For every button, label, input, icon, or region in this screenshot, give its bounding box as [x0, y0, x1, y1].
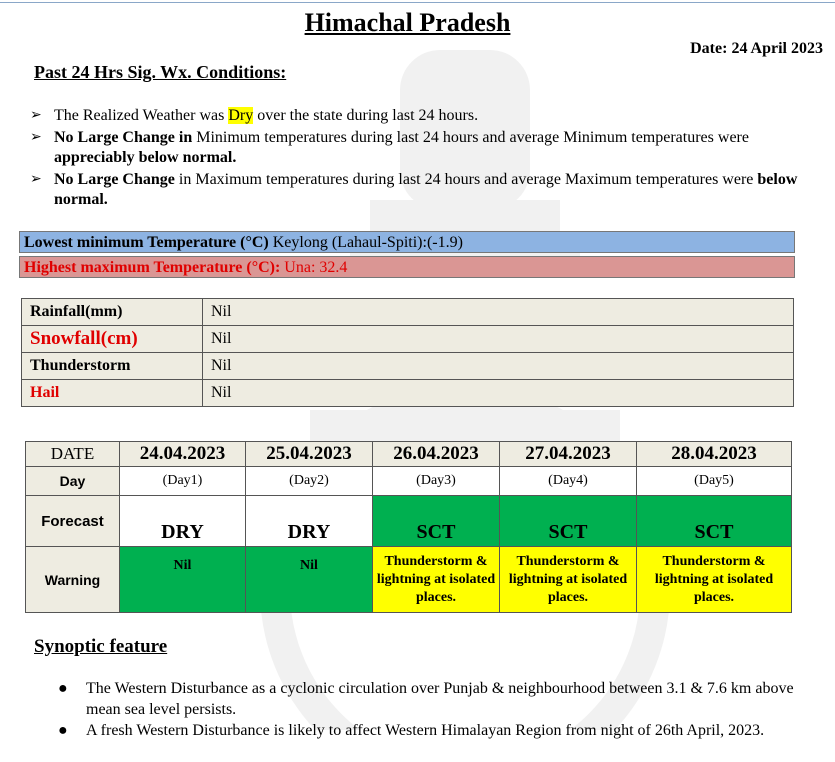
condition-bold-text: below normal.	[54, 170, 798, 208]
highlighted-text: Dry	[228, 107, 254, 124]
synoptic-text: The Western Disturbance as a cyclonic circulation over Punjab & neighbourhood between 3.1 & 7.6 km above mean sea level persists.	[86, 680, 794, 718]
lowest-min-value: Keylong (Lahaul-Spiti):(-1.9)	[268, 234, 463, 251]
snowfall-value: Nil	[203, 326, 794, 353]
condition-text: over the state during last 24 hours.	[253, 107, 479, 124]
bullet-dot-icon: ●	[58, 722, 68, 739]
precipitation-table	[21, 298, 794, 407]
forecast-date: 27.04.2023	[500, 442, 637, 467]
forecast-date: 25.04.2023	[246, 442, 373, 467]
warning-cell: Thunderstorm & lightning at isolated places.	[373, 547, 500, 613]
hail-value: Nil	[203, 380, 794, 407]
lowest-min-label: Lowest minimum Temperature (°C)	[24, 234, 269, 251]
forecast-day: (Day2)	[246, 467, 373, 496]
table-row	[22, 380, 794, 407]
forecast-header: Forecast	[26, 496, 120, 547]
forecast-day: (Day1)	[120, 467, 246, 496]
day-header: Day	[26, 467, 120, 496]
synoptic-item	[56, 721, 816, 742]
condition-item	[30, 128, 810, 169]
table-row	[22, 326, 794, 353]
forecast-date: 24.04.2023	[120, 442, 246, 467]
table-row	[26, 547, 792, 613]
highest-max-value: Una: 32.4	[280, 259, 348, 276]
condition-bold-text: No Large Change in	[54, 128, 193, 146]
condition-text: in Maximum temperatures during last 24 hours and average Maximum temperatures were	[174, 170, 758, 188]
condition-bold-text: No Large Change	[54, 170, 175, 188]
hail-label: Hail	[22, 380, 203, 407]
condition-item	[30, 106, 810, 127]
snowfall-label: Snowfall(cm)	[22, 326, 203, 353]
forecast-day: (Day4)	[500, 467, 637, 496]
forecast-date: 28.04.2023	[637, 442, 792, 467]
arrow-bullet-icon: ➢	[30, 129, 42, 145]
highest-max-label: Highest maximum Temperature (°C):	[24, 259, 281, 276]
warning-cell: Thunderstorm & lightning at isolated places.	[500, 547, 637, 613]
thunderstorm-label: Thunderstorm	[22, 353, 203, 380]
synoptic-list	[56, 679, 816, 743]
warning-cell: Nil	[246, 547, 373, 613]
warning-header: Warning	[26, 547, 120, 613]
forecast-table	[25, 441, 792, 613]
forecast-day: (Day3)	[373, 467, 500, 496]
forecast-cell: SCT	[373, 496, 500, 547]
rainfall-label: Rainfall(mm)	[22, 299, 203, 326]
highest-max-temp-bar	[19, 256, 795, 278]
top-rule	[0, 2, 835, 3]
bullet-dot-icon: ●	[58, 680, 68, 697]
forecast-cell: DRY	[120, 496, 246, 547]
arrow-bullet-icon: ➢	[30, 108, 42, 123]
synoptic-heading: Synoptic feature	[34, 636, 168, 657]
lowest-min-temp-bar	[19, 231, 795, 253]
forecast-cell: DRY	[246, 496, 373, 547]
forecast-day: (Day5)	[637, 467, 792, 496]
page-title: Himachal Pradesh	[304, 8, 511, 37]
condition-text: Minimum temperatures during last 24 hours and average Minimum temperatures were	[192, 128, 749, 146]
arrow-bullet-icon: ➢	[30, 171, 42, 187]
condition-text: The Realized Weather was	[54, 107, 229, 124]
conditions-list	[30, 106, 810, 212]
synoptic-item	[56, 679, 816, 720]
condition-bold-text: appreciably below normal.	[54, 149, 237, 166]
rainfall-value: Nil	[203, 299, 794, 326]
forecast-cell: SCT	[637, 496, 792, 547]
date-header: DATE	[26, 442, 120, 467]
table-row	[26, 467, 792, 496]
past-conditions-heading: Past 24 Hrs Sig. Wx. Conditions:	[34, 62, 287, 82]
report-date: Date: 24 April 2023	[690, 40, 823, 57]
synoptic-text: A fresh Western Disturbance is likely to affect Western Himalayan Region from night of 26th April, 2023.	[86, 722, 765, 739]
table-row	[26, 496, 792, 547]
table-row	[22, 299, 794, 326]
condition-item	[30, 170, 810, 211]
thunderstorm-value: Nil	[203, 353, 794, 380]
forecast-cell: SCT	[500, 496, 637, 547]
forecast-date: 26.04.2023	[373, 442, 500, 467]
warning-cell: Thunderstorm & lightning at isolated places.	[637, 547, 792, 613]
table-row	[26, 442, 792, 467]
warning-cell: Nil	[120, 547, 246, 613]
table-row	[22, 353, 794, 380]
